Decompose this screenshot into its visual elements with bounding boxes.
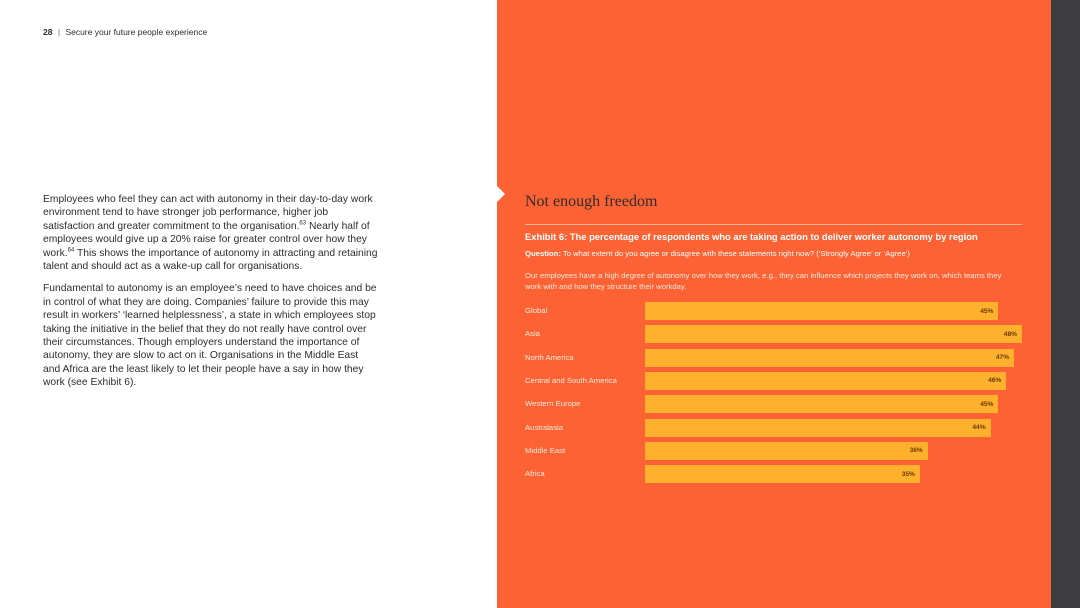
bar-label: Asia — [525, 329, 540, 339]
bar-value-label: 46% — [988, 377, 1002, 385]
bar-value-label: 45% — [980, 307, 994, 315]
bar-row — [497, 395, 1051, 413]
title-rule — [525, 224, 1022, 225]
bar-value-label: 36% — [909, 447, 923, 455]
left-page — [0, 0, 497, 608]
bar-value-label: 47% — [995, 354, 1010, 362]
bar — [645, 372, 1006, 390]
page-number: 28 — [43, 27, 53, 37]
body-text — [43, 193, 378, 399]
bar-value-label: 45% — [980, 400, 994, 408]
footnote-ref-63[interactable]: 63 — [299, 220, 307, 227]
running-header — [43, 27, 207, 37]
exhibit-title: Exhibit 6: The percentage of respondents who are taking action to deliver worker autonomy by region — [525, 231, 978, 242]
paragraph-2: Fundamental to autonomy is an employee’s need to have choices and be in control of what they are doing. Companies’ failure to provide this may result in workers’ ‘learned helplessness’, a state in which employees stop taking the initiative in the belief that they do not really have control over their circumstances. Though employers understand the importance of autonomy, they are slow to act on it. Organisations in the Middle East and Africa are the least likely to let their people have a say in how they work (see Exhibit 6). — [43, 283, 377, 389]
question-text: To what extent do you agree or disagree with these statements right now? (‘Strongly Agree’ or ‘Agree’) — [560, 249, 910, 258]
bar-label: Central and South America — [525, 375, 617, 385]
paragraph-1-part-a: Employees who feel they can act with autonomy in their day-to-day work environment tend to have stronger job performance, higher job satisfaction and greater commitment to the organisation. — [43, 194, 373, 232]
bar-label: Middle East — [525, 445, 566, 455]
bar-label: Western Europe — [525, 399, 581, 409]
survey-question — [525, 249, 910, 258]
bar-row — [497, 419, 1051, 437]
question-label: Question: — [525, 249, 561, 258]
bar — [645, 395, 998, 413]
document-title: Secure your future people experience — [65, 27, 208, 37]
bar — [645, 419, 991, 437]
bar-value-label: 35% — [901, 470, 915, 478]
bar-label: Africa — [525, 469, 545, 479]
bar-row — [497, 325, 1051, 343]
paragraph-1-part-b: Nearly half of employees would give up a 20% raise for greater control over how they work. — [43, 220, 370, 259]
bar-row — [497, 349, 1051, 367]
bar-value-label: 48% — [1003, 330, 1017, 338]
bar — [645, 442, 928, 460]
bar-label: Global — [525, 306, 548, 315]
bar-row — [497, 372, 1051, 390]
bar — [645, 349, 1014, 367]
bar — [645, 325, 1022, 343]
bar-label: Australasia — [525, 422, 564, 432]
paragraph-1-part-c: This shows the importance of autonomy in attracting and retaining talent and should act as a wake-up call for organisations. — [43, 247, 378, 273]
section-title: Not enough freedom — [525, 193, 658, 210]
survey-statement: Our employees have a high degree of autonomy over how they work, e.g., they can influence which projects they work on, which teams they work with and how they structure their workday. — [525, 271, 1002, 291]
paragraph-1 — [43, 193, 378, 273]
bar-row — [497, 442, 1051, 460]
footnote-ref-64[interactable]: 64 — [67, 247, 75, 254]
bar — [645, 302, 998, 320]
page-edge-strip — [1051, 0, 1080, 608]
bar-chart — [497, 302, 1051, 488]
bar-row — [497, 302, 1051, 320]
bar-label: North America — [525, 352, 574, 362]
exhibit-panel — [497, 0, 1051, 608]
bar — [645, 465, 920, 483]
panel-notch — [497, 186, 505, 202]
bar-row — [497, 465, 1051, 483]
header-separator: | — [57, 27, 61, 37]
bar-value-label: 44% — [972, 424, 986, 431]
